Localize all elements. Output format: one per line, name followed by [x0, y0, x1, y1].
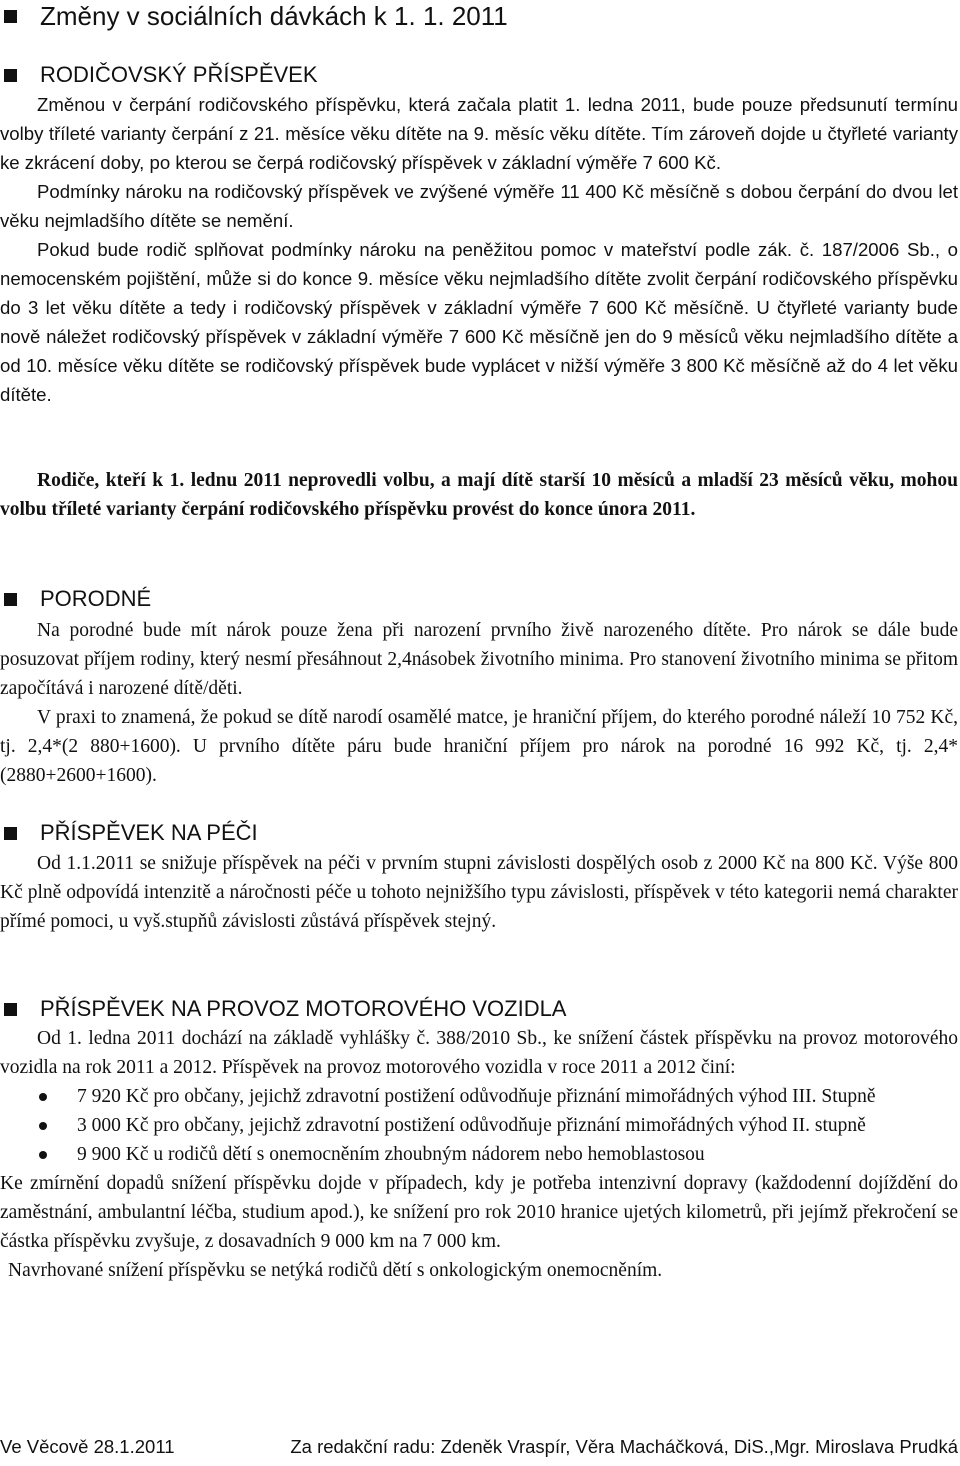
paragraph: V praxi to znamená, že pokud se dítě narodí osamělé matce, je hraniční příjem, do kterého porodné náleží 10 752 Kč, tj. 2,4*(2 880+1600). U prvního dítěte páru bude hraniční příjem pro nárok na porodné 16 992 Kč, tj. 2,4*(2880+2600+1600). — [0, 707, 958, 786]
section-heading-pece — [0, 818, 960, 848]
paragraph: Od 1. ledna 2011 dochází na základě vyhlášky č. 388/2010 Sb., ke snížení částek příspěvku na provoz motorového vozidla na rok 2011 a 2012. Příspěvek na provoz motorového vozidla v roce 2011 a 2012 činí: — [0, 1028, 958, 1078]
list-item-text: 7 920 Kč pro občany, jejichž zdravotní postižení odůvodňuje přiznání mimořádných výhod III. Stupně — [77, 1086, 876, 1107]
paragraph: Ke zmírnění dopadů snížení příspěvku dojde v případech, kdy je potřeba intenzivní dopravy (každodenní dojíždění do zaměstnání, ambulantní léčba, studium apod.), ke snížení pro rok 2010 hranice ujetých kilometrů, při jejímž překročení se částka příspěvku zvyšuje, z dosavadních 9 000 km na 7 000 km. — [0, 1173, 958, 1252]
list-item — [0, 1111, 958, 1140]
section-body-rodicovsky — [0, 90, 958, 409]
section-heading-rodicovsky — [0, 60, 960, 90]
section-heading-vozidlo — [0, 994, 960, 1024]
paragraph: Na porodné bude mít nárok pouze žena při narození prvního živě narozeného dítěte. Pro nárok se dále bude posuzovat příjem rodiny, který nesmí přesáhnout 2,4násobek životního minima. Pro stanovení životního minima se přitom započítává i narozené dítě/děti. — [0, 620, 958, 699]
section-heading-porodne — [0, 584, 960, 614]
paragraph: Navrhované snížení příspěvku se netýká rodičů dětí s onkologickým onemocněním. — [8, 1260, 663, 1281]
round-bullet-icon — [39, 1093, 47, 1101]
paragraph: Podmínky nároku na rodičovský příspěvek ve zvýšené výměře 11 400 Kč měsíčně s dobou čerpání do dvou let věku nejmladšího dítěte se nemění. — [0, 181, 958, 231]
section-heading-text: PŘÍSPĚVEK NA PROVOZ MOTOROVÉHO VOZIDLA — [40, 996, 567, 1021]
square-bullet-icon — [4, 827, 17, 840]
list-item-text: 9 900 Kč u rodičů dětí s onemocněním zhoubným nádorem nebo hemoblastosou — [77, 1144, 705, 1165]
square-bullet-icon — [4, 10, 17, 23]
paragraph: Pokud bude rodič splňovat podmínky nároku na peněžitou pomoc v mateřství podle zák. č. 187/2006 Sb., o nemocenském pojištění, může si do konce 9. měsíce věku nejmladšího dítěte zvolit čerpání rodičovského příspěvku do 3 let věku dítěte a tedy i rodičovský příspěvek v základní výměře 7 600 Kč měsíčně. U čtyřleté varianty bude nově náležet rodičovský příspěvek v základní výměře 7 600 Kč měsíčně jen do 9 měsíců věku nejmladšího dítěte a od 10. měsíce věku dítěte se rodičovský příspěvek bude vyplácet v nižší výměře 3 800 Kč měsíčně až do 4 let věku dítěte. — [0, 239, 958, 405]
section-body-porodne — [0, 616, 958, 790]
square-bullet-icon — [4, 593, 17, 606]
list-item — [0, 1082, 958, 1111]
list-item — [0, 1140, 958, 1169]
list-item-text: 3 000 Kč pro občany, jejichž zdravotní postižení odůvodňuje přiznání mimořádných výhod II. stupně — [77, 1115, 866, 1136]
square-bullet-icon — [4, 69, 17, 82]
section-heading-text: PŘÍSPĚVEK NA PÉČI — [40, 820, 258, 845]
round-bullet-icon — [39, 1122, 47, 1130]
page-title-text: Změny v sociálních dávkách k 1. 1. 2011 — [40, 0, 508, 31]
amount-list — [0, 1082, 958, 1169]
footer-editorial-board: Za redakční radu: Zdeněk Vraspír, Věra Macháčková, DiS.,Mgr. Miroslava Prudká — [290, 1436, 958, 1457]
square-bullet-icon — [4, 1003, 17, 1016]
section-note-rodicovsky — [0, 466, 958, 524]
paragraph: Změnou v čerpání rodičovského příspěvku, která začala platit 1. ledna 2011, bude pouze předsunutí termínu volby tříleté varianty čerpání z 21. měsíce věku dítěte na 9. měsíc věku dítěte. Tím zároveň dojde u čtyřleté varianty ke zkrácení doby, po kterou se čerpá rodičovský příspěvek v základní výměře 7 600 Kč. — [0, 94, 958, 173]
section-body-pece — [0, 849, 958, 936]
paragraph: Od 1.1.2011 se snižuje příspěvek na péči v prvním stupni závislosti dospělých osob z 2000 Kč na 800 Kč. Výše 800 Kč plně odpovídá intenzitě a náročnosti péče u tohoto nejnižšího typu závislosti, příspěvek v této kategorii nemá charakter přímé pomoci, u vyš.stupňů závislosti zůstává příspěvek stejný. — [0, 853, 958, 932]
section-heading-text: RODIČOVSKÝ PŘÍSPĚVEK — [40, 62, 318, 87]
page-footer — [0, 1432, 958, 1462]
page-title — [0, 0, 960, 32]
section-heading-text: PORODNÉ — [40, 586, 152, 611]
bold-paragraph: Rodiče, kteří k 1. lednu 2011 neprovedli volbu, a mají dítě starší 10 měsíců a mladší 23 měsíců věku, mohou volbu tříleté varianty čerpání rodičovského příspěvku provést do konce února 2011. — [0, 470, 958, 520]
section-body-vozidlo — [0, 1024, 958, 1285]
round-bullet-icon — [39, 1151, 47, 1159]
footer-place-date: Ve Věcově 28.1.2011 — [0, 1436, 175, 1457]
